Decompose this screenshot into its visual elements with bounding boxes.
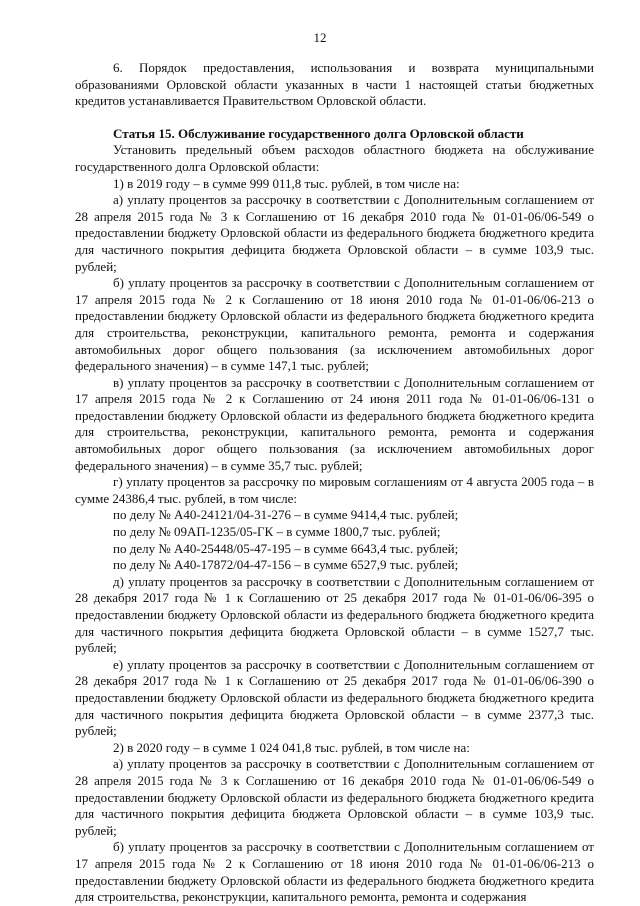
case-item: по делу № А40-17872/04-47-156 – в сумме 6527,9 тыс. рублей; (113, 557, 459, 573)
case-item: по делу № 09АП-1235/05-ГК – в сумме 1800,7 тыс. рублей; (113, 524, 441, 540)
subitem-a-2020: а) уплату процентов за рассрочку в соответствии с Дополнительным соглашением от 28 апреля 2015 года № 3 к Соглашению от 16 декабря 2010 года № 01-01-06/06-549 о предоставлении бюджету Орловской области из федерального бюджета бюджетного кредита для частичного покрытия дефицита бюджета Орловской области – в сумме 103,9 тыс. рублей; (75, 756, 594, 838)
case-item: по делу № А40-24121/04-31-276 – в сумме 9414,4 тыс. рублей; (113, 507, 459, 523)
subitem-b-2019: б) уплату процентов за рассрочку в соответствии с Дополнительным соглашением от 17 апреля 2015 года № 2 к Соглашению от 18 июня 2010 года № 01-01-06/06-213 о предоставлении бюджету Орловской области из федерального бюджета бюджетного кредита для строительства, реконструкции, капитального ремонта, ремонта и содержания автомобильных дорог общего пользования (за исключением автомобильных дорог федерального значения) – в сумме 147,1 тыс. рублей; (75, 275, 594, 374)
page-number: 12 (313, 30, 327, 45)
subitem-g-2019: г) уплату процентов за рассрочку по мировым соглашениям от 4 августа 2005 года – в сумме 24386,4 тыс. рублей, в том числе: (75, 474, 594, 506)
subitem-v-2019: в) уплату процентов за рассрочку в соответствии с Дополнительным соглашением от 17 апреля 2015 года № 2 к Соглашению от 24 июня 2011 года № 01-01-06/06-131 о предоставлении бюджету Орловской области из федерального бюджета бюджетного кредита для строительства, реконструкции, капитального ремонта, ремонта и содержания автомобильных дорог общего пользования (за исключением автомобильных дорог федерального значения) – в сумме 35,7 тыс. рублей; (75, 374, 594, 473)
subitem-d-2019: д) уплату процентов за рассрочку в соответствии с Дополнительным соглашением от 28 декабря 2017 года № 1 к Соглашению от 25 декабря 2017 года № 01-01-06/06-395 о предоставлении бюджету Орловской области из федерального бюджета бюджетного кредита для частичного покрытия дефицита бюджета Орловской области – в сумме 1527,7 тыс. рублей; (75, 573, 594, 656)
subitem-a-2019: а) уплату процентов за рассрочку в соответствии с Дополнительным соглашением от 28 апреля 2015 года № 3 к Соглашению от 16 декабря 2010 года № 01-01-06/06-549 о предоставлении бюджету Орловской области из федерального бюджета бюджетного кредита для частичного покрытия дефицита бюджета Орловской области – в сумме 103,9 тыс. рублей; (75, 192, 594, 274)
paragraph-item-6: 6. Порядок предоставления, использования и возврата муниципальными образованиями Орловской области указанных в части 1 настоящей статьи бюджетных кредитов устанавливается Правительством Орловской области. (75, 60, 594, 109)
year-2020-item: 2) в 2020 году – в сумме 1 024 041,8 тыс. рублей, в том числе на: (113, 739, 470, 755)
document-body (75, 60, 594, 906)
subitem-b-2020: б) уплату процентов за рассрочку в соответствии с Дополнительным соглашением от 17 апреля 2015 года № 2 к Соглашению от 18 июня 2010 года № 01-01-06/06-213 о предоставлении бюджету Орловской области из федерального бюджета бюджетного кредита для строительства, реконструкции, капитального ремонта, ремонта и содержания (75, 839, 594, 905)
article-lead: Установить предельный объем расходов областного бюджета на обслуживание государственного долга Орловской области: (75, 142, 594, 174)
subitem-e-2019: е) уплату процентов за рассрочку в соответствии с Дополнительным соглашением от 28 декабря 2017 года № 1 к Соглашению от 25 декабря 2017 года № 01-01-06/06-390 о предоставлении бюджету Орловской области из федерального бюджета бюджетного кредита для частичного покрытия дефицита бюджета Орловской области – в сумме 2377,3 тыс. рублей; (75, 656, 594, 739)
year-2019-item: 1) в 2019 году – в сумме 999 011,8 тыс. рублей, в том числе на: (113, 175, 460, 191)
article-title: Статья 15. Обслуживание государственного долга Орловской области (113, 125, 524, 141)
case-item: по делу № А40-25448/05-47-195 – в сумме 6643,4 тыс. рублей; (113, 540, 459, 556)
